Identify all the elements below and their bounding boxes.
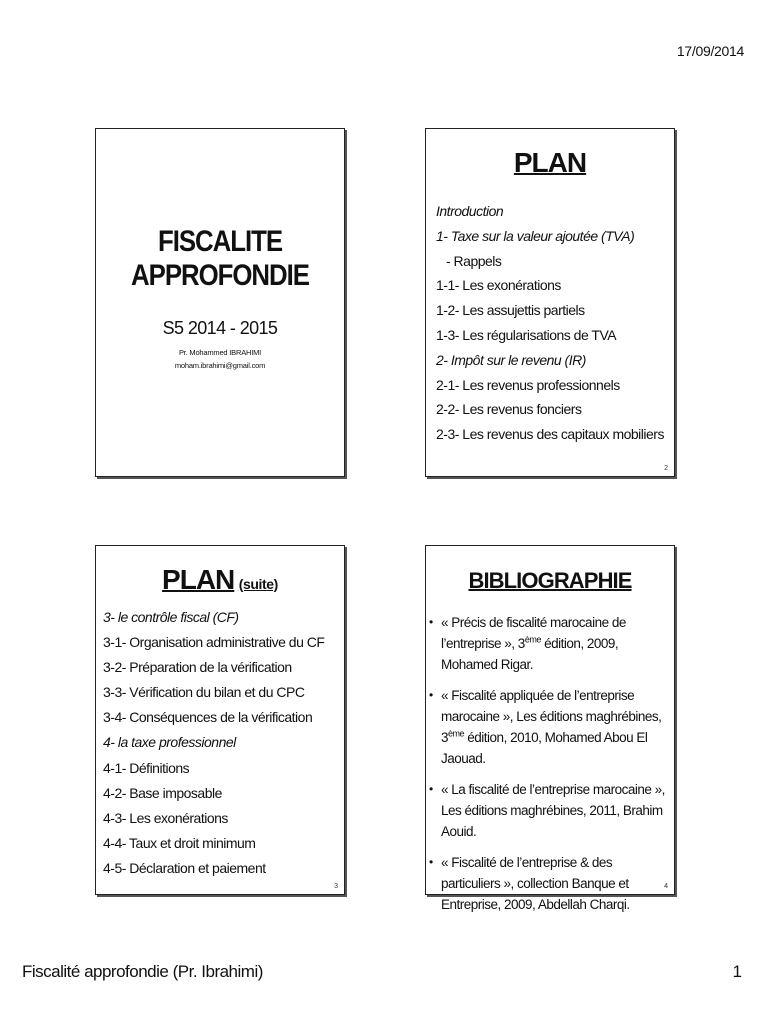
list-item: Introduction	[436, 203, 504, 219]
slide-title	[95, 128, 345, 477]
list-item: 4-4- Taux et droit minimum	[103, 834, 256, 851]
list-item: 3- le contrôle fiscal (CF)	[103, 609, 239, 625]
author-name: Pr. Mohammed IBRAHIMI	[178, 348, 262, 357]
list-item: - Rappels	[446, 252, 502, 269]
list-item: 4-3- Les exonérations	[103, 809, 228, 826]
list-item: 4-1- Définitions	[103, 759, 190, 776]
slide-heading	[96, 564, 344, 596]
list-item: 3-2- Préparation de la vérification	[103, 659, 292, 676]
reference-text: « Fiscalité de l’entreprise & des particuliers », collection Banque et Entreprise, 2009, Abdellah Charqi.	[441, 855, 630, 912]
reference-sup: ème	[448, 728, 465, 739]
list-item: 2- Impôt sur le revenu (IR)	[436, 351, 586, 368]
slide-plan-suite	[95, 545, 345, 895]
footer-page-number: 1	[732, 962, 742, 981]
slide-subtitle: S5 2014 - 2015	[162, 318, 278, 338]
plan-list	[436, 199, 670, 447]
plan-list	[103, 605, 340, 881]
reference-text: « La fiscalité de l’entreprise marocaine », Les éditions maghrébines, 2011, Brahim Aouid.	[441, 782, 665, 839]
list-item: 1-2- Les assujettis partiels	[436, 302, 585, 319]
list-item: 4- la taxe professionnel	[103, 734, 236, 751]
list-item: 2-1- Les revenus professionnels	[436, 376, 620, 393]
list-item	[429, 852, 670, 915]
list-item: 1-3- Les régularisations de TVA	[436, 326, 617, 343]
slide-plan	[425, 128, 675, 477]
list-item: 1-1- Les exonérations	[436, 277, 561, 294]
list-item: 4-2- Base imposable	[103, 784, 222, 801]
bibliography-list	[429, 612, 670, 925]
page-date: 17/09/2014	[676, 43, 744, 59]
list-item: 3-1- Organisation administrative du CF	[103, 634, 325, 651]
reference-sup: ème	[524, 634, 541, 645]
list-item: 4-5- Déclaration et paiement	[103, 859, 266, 876]
reference-text: édition, 2010, Mohamed Abou El Jaouad.	[441, 730, 648, 766]
slide-heading: BIBLIOGRAPHIE	[468, 568, 632, 593]
list-item: 3-4- Conséquences de la vérification	[103, 709, 313, 726]
slide-number: 4	[664, 883, 668, 890]
title-line-2: APPROFONDIE	[131, 259, 309, 292]
list-item	[429, 612, 670, 675]
list-item	[429, 779, 670, 842]
footer-title: Fiscalité approfondie (Pr. Ibrahimi)	[22, 962, 263, 981]
slide-heading: PLAN	[513, 147, 587, 178]
reference-text: édition, 2009, Mohamed Rigar.	[441, 636, 619, 672]
list-item: 3-3- Vérification du bilan et du CPC	[103, 684, 305, 701]
slide-title-heading	[113, 225, 326, 293]
slide-number: 3	[334, 883, 338, 890]
heading-suffix: (suite)	[238, 576, 278, 592]
list-item: 2-3- Les revenus des capitaux mobiliers	[436, 426, 664, 443]
list-item	[429, 685, 670, 769]
list-item: 1- Taxe sur la valeur ajoutée (TVA)	[436, 227, 635, 244]
author-email: moham.ibrahimi@gmail.com	[174, 361, 266, 370]
heading-main: PLAN	[162, 564, 235, 595]
slide-bibliography	[425, 545, 675, 912]
list-item: 2-2- Les revenus fonciers	[436, 401, 582, 418]
slide-number: 2	[664, 465, 668, 472]
title-line-1: FISCALITE	[157, 225, 283, 258]
reference-text: « Fiscalité appliquée de l’entreprise marocaine », Les éditions maghrébines, 3	[441, 688, 662, 745]
reference-text: « Précis de fiscalité marocaine de l’entreprise », 3	[441, 615, 626, 651]
